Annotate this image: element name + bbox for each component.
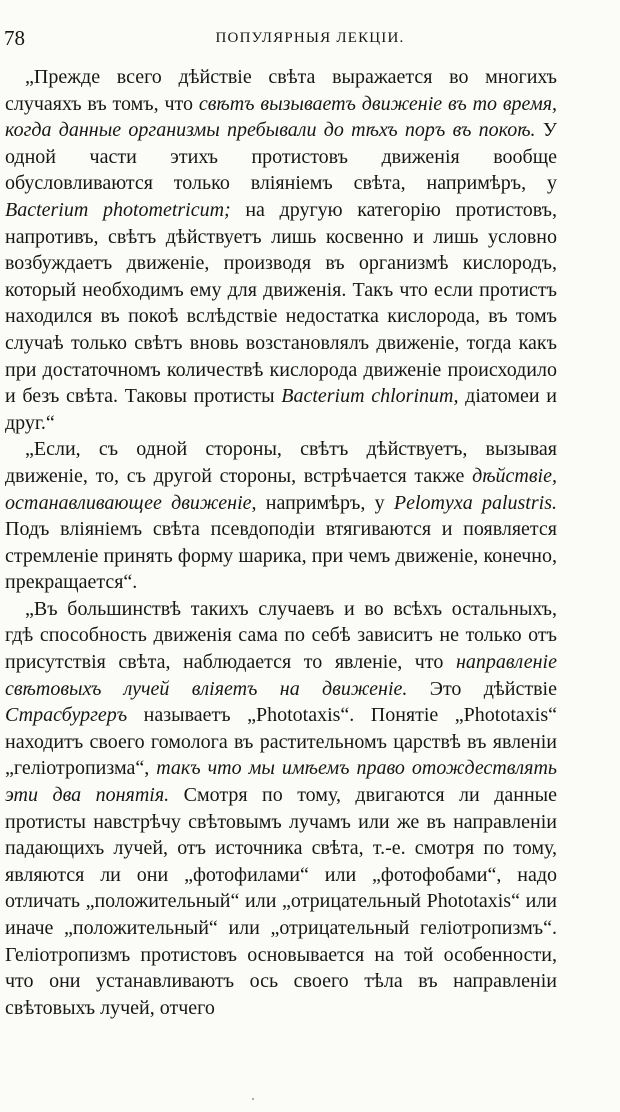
body-text (5, 64, 557, 1021)
text-run: , напримѣръ, у (251, 491, 394, 514)
species-name: Pelomyxa palustris. (393, 491, 557, 514)
paragraph (5, 596, 557, 1022)
species-name: Bacterium chlorinum, (281, 385, 459, 408)
text-run: „Если, съ одной стороны, свѣтъ дѣйствуетъ, вызывая движеніе, то, съ другой стороны, встрѣчается также (5, 438, 557, 487)
paragraph (5, 64, 557, 436)
italic-text-run: свѣтъ вызываетъ движеніе въ то время, когда данные организмы пребывали до тѣхъ поръ въ покоѣ. (5, 92, 557, 142)
text-run: Подъ вліяніемъ свѣта псевдоподіи втягиваются и появляется стремленіе принять форму шарика, при чемъ движеніе, конечно, прекращается“. (5, 518, 557, 594)
italic-text-run: направленіе свѣтовыхъ лучей вліяетъ на движеніе. (5, 651, 557, 700)
text-run: на другую категорію протистовъ, напротивъ, свѣтъ дѣйствуетъ лишь косвенно и лишь условно возбуждаетъ движеніе, производя въ организмѣ кислородъ, который необходимъ ему для движенія. Такъ что если протистъ находился въ покоѣ вслѣдствіе недостатка кислорода, въ томъ случаѣ только свѣтъ вновь возстановлялъ движеніе, тогда какъ при достаточномъ количествѣ кислорода движеніе происходило и безъ свѣта. Таковы протисты (5, 198, 557, 408)
text-run: Это дѣйствіе (407, 677, 557, 700)
text-run: Смотря по тому, двигаются ли данные протисты навстрѣчу свѣтовымъ лучамъ или же въ направленіи падающихъ лучей, отъ источника свѣта, т.-е. смотря по тому, являются ли они „фотофилами“ или „фотофобами“, надо отличать „положительный“ или „отрицательный Phototaxis“ или иначе „положительный“ или „отрицательный геліотропизмъ“. Геліотропизмъ протистовъ основывается на той особенности, что они устанавливаютъ ось своего тѣла въ направленіи свѣтовыхъ лучей, отчего (5, 784, 557, 1019)
species-name: Bacterium photometricum; (5, 198, 231, 221)
text-run: называетъ „Phototaxis“. Понятіе „Phototaxis“ находитъ своего гомолога въ растительномъ царствѣ въ явленіи „геліотропизма“, (5, 704, 557, 780)
running-title: ПОПУЛЯРНЫЯ ЛЕКЦІИ. (215, 30, 405, 46)
text-run: „Прежде всего дѣйствіе свѣта выражается во многихъ случаяхъ въ томъ, что (5, 66, 557, 115)
text-run: діатомеи и друг.“ (5, 385, 557, 434)
author-name: Страсбургеръ (5, 704, 128, 727)
page-header (0, 24, 620, 56)
page-number: 78 (4, 26, 25, 50)
paper-speck (252, 1098, 254, 1100)
text-run: У одной части этихъ протистовъ движенія вообще обусловливаются только вліяніемъ свѣта, напримѣръ, у (5, 119, 557, 195)
paragraph (5, 436, 557, 596)
italic-text-run: дѣйствіе, останавливающее движеніе (5, 464, 557, 514)
italic-text-run: такъ что мы имѣемъ право отождествлять эти два понятія. (5, 757, 557, 807)
text-run: „Въ большинствѣ такихъ случаевъ и во всѣхъ остальныхъ, гдѣ способность движенія сама по себѣ зависитъ не только отъ присутствія свѣта, наблюдается то явленіе, что (5, 597, 557, 674)
